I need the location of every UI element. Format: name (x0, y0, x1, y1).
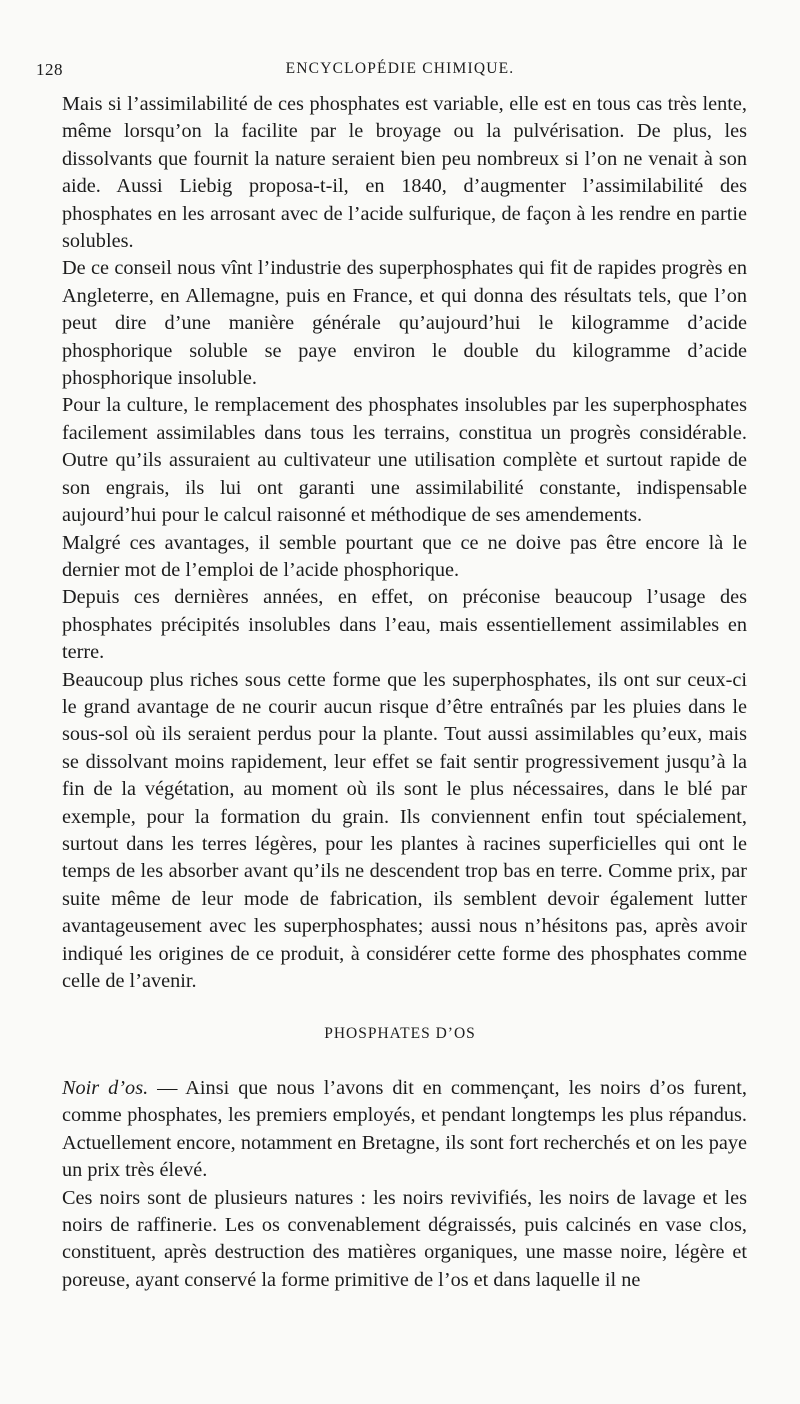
running-title: ENCYCLOPÉDIE CHIMIQUE. (285, 60, 515, 77)
section-paragraph-2: Ces noirs sont de plusieurs natures : les noirs revivifiés, les noirs de lavage et les noirs de raffinerie. Les os convenablement dégraissés, puis calcinés en vase clos, constituent, après destruction des matières organiques, une masse noire, légère et poreuse, ayant conservé la forme primitive de l’os et dans laquelle il ne (62, 1186, 747, 1291)
paragraph-5: Depuis ces dernières années, en effet, on préconise beaucoup l’usage des phosphates précipités insolubles dans l’eau, mais essentiellement assimilables en terre. (62, 586, 747, 664)
paragraph-1: Mais si l’assimilabilité de ces phosphates est variable, elle est en tous cas très lente, même lorsqu’on la facilite par le broyage ou la pulvérisation. De plus, les dissolvants que fournit la nature seraient bien peu nombreux si l’on ne venait à son aide. Aussi Liebig proposa-t-il, en 1840, d’augmenter l’assimilabilité des phosphates en les arrosant avec de l’acide sulfurique, de façon à les rendre en partie solubles. (62, 93, 747, 253)
section-paragraph-1 (62, 1075, 747, 1185)
page-number: 128 (36, 60, 63, 79)
run-in-text: — Ainsi que nous l’avons dit en commençant, les noirs d’os furent, comme phosphates, les premiers employés, et pendant longtemps les plus répandus. Actuellement encore, notamment en Bretagne, ils sont fort recherchés et on les paye un prix très élevé. (62, 1077, 747, 1182)
paragraph-4: Malgré ces avantages, il semble pourtant que ce ne doive pas être encore là le dernier mot de l’emploi de l’acide phosphorique. (62, 531, 747, 581)
section-heading: PHOSPHATES D’OS (324, 1025, 476, 1042)
section-text (62, 1075, 747, 1294)
paragraph-3: Pour la culture, le remplacement des phosphates insolubles par les superphosphates facilement assimilables dans tous les terrains, constitua un progrès considérable. Outre qu’ils assuraient au cultivateur une utilisation complète et surtout rapide de son engrais, ils lui ont garanti une assimilabilité constante, indispensable aujourd’hui pour le calcul raisonné et méthodique de ses amendements. (62, 394, 747, 527)
main-text (62, 91, 747, 995)
paragraph-2: De ce conseil nous vînt l’industrie des superphosphates qui fit de rapides progrès en Angleterre, en Allemagne, puis en France, et qui donna des résultats tels, que l’on peut dire d’une manière générale qu’aujourd’hui le kilogramme d’acide phosphorique soluble se paye environ le double du kilogramme d’acide phosphorique insoluble. (62, 257, 747, 390)
run-in-title: Noir d’os. (62, 1077, 149, 1099)
paragraph-6: Beaucoup plus riches sous cette forme que les superphosphates, ils ont sur ceux-ci le grand avantage de ne courir aucun risque d’être entraînés par les pluies dans le sous-sol où ils seraient perdus pour la plante. Tout aussi assimilables qu’eux, mais se dissolvant moins rapidement, leur effet se fait sentir progressivement jusqu’à la fin de la végétation, au moment où ils sont le plus nécessaires, dans le blé par exemple, pour la formation du grain. Ils conviennent enfin tout spécialement, surtout dans les terres légères, pour les plantes à racines superficielles qui ont le temps de les absorber avant qu’ils ne descendent trop bas en terre. Comme prix, par suite même de leur mode de fabrication, ils semblent devoir également lutter avantageusement avec les superphosphates; aussi nous n’hésitons pas, après avoir indiqué les origines de ce produit, à considérer cette forme des phosphates comme celle de l’avenir. (62, 668, 747, 992)
